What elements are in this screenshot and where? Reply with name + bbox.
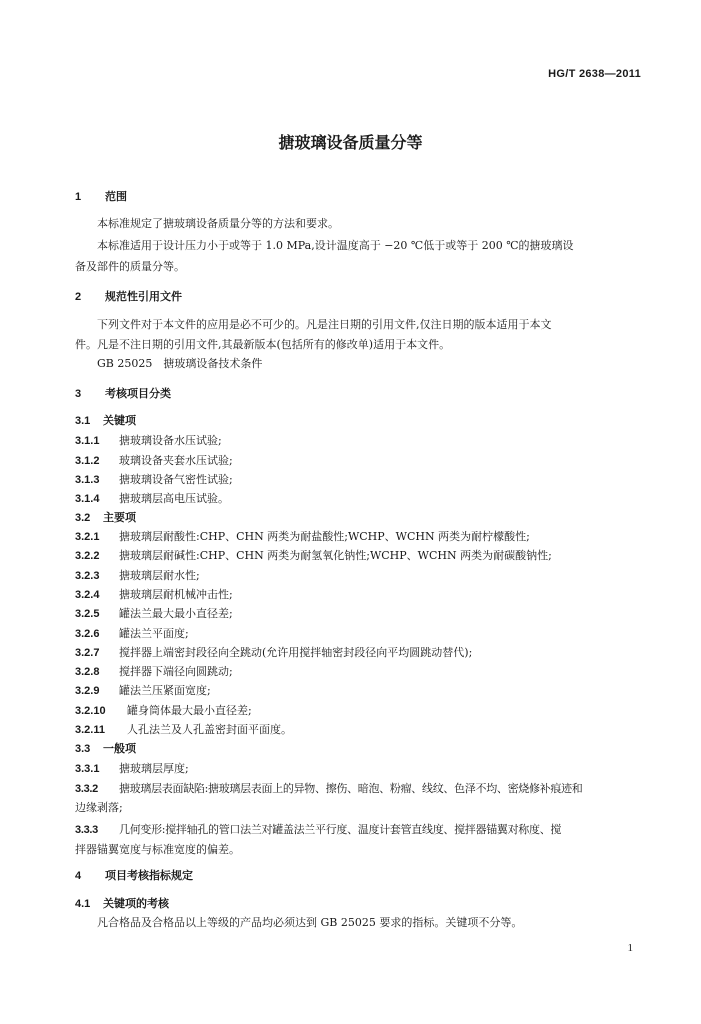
clause-title: 关键项 xyxy=(103,414,136,427)
clause-number: 3.2.8 xyxy=(75,666,100,678)
clause-text: 搅拌器下端径向圆跳动; xyxy=(119,665,233,678)
clause-text: 搅拌器上端密封段径向全跳动(允许用搅拌轴密封段径向平均圆跳动替代); xyxy=(119,646,473,659)
clause xyxy=(75,704,645,718)
clause-number: 3.2 xyxy=(75,512,91,524)
clause xyxy=(75,434,645,448)
section-title: 范围 xyxy=(105,190,127,203)
section-3-heading xyxy=(75,387,645,401)
subsection-heading xyxy=(75,414,645,428)
clause-number: 3.2.9 xyxy=(75,685,100,697)
paragraph: 下列文件对于本文件的应用是必不可少的。凡是注日期的引用文件,仅注日期的版本适用于本文 xyxy=(97,318,552,331)
clause xyxy=(75,454,645,468)
section-title: 考核项目分类 xyxy=(105,387,171,400)
subsection-heading xyxy=(75,511,645,525)
section-2-heading xyxy=(75,290,645,304)
clause-text: 玻璃设备夹套水压试验; xyxy=(119,454,233,467)
clause-title: 一般项 xyxy=(103,742,136,755)
clause-text: 几何变形:搅拌轴孔的管口法兰对罐盖法兰平行度、温度计套管直线度、搅拌器锚翼对称度、搅 xyxy=(119,823,562,836)
clause-number: 3.2.3 xyxy=(75,570,100,582)
normative-reference: GB 25025 搪玻璃设备技术条件 xyxy=(97,357,263,370)
clause xyxy=(75,782,645,796)
clause-text: 罐法兰最大最小直径差; xyxy=(119,607,233,620)
clause xyxy=(75,607,645,621)
clause-text: 搪玻璃层耐碱性:CHP、CHN 两类为耐氢氧化钠性;WCHP、WCHN 两类为耐碳酸钠性; xyxy=(119,549,552,562)
clause xyxy=(75,665,645,679)
clause-number: 3.2.1 xyxy=(75,531,100,543)
clause xyxy=(75,569,645,583)
paragraph: 备及部件的质量分等。 xyxy=(75,260,185,273)
clause-text: 搪玻璃层高电压试验。 xyxy=(119,492,229,505)
clause-number: 3.1.2 xyxy=(75,455,100,467)
clause-number: 3.2.11 xyxy=(75,724,105,736)
clause-text: 搪玻璃设备水压试验; xyxy=(119,434,222,447)
page-number: 1 xyxy=(627,942,633,954)
standard-code: HG/T 2638—2011 xyxy=(548,68,641,80)
clause-text: 搪玻璃层厚度; xyxy=(119,762,189,775)
clause xyxy=(75,762,645,776)
clause xyxy=(75,549,645,563)
clause xyxy=(75,684,645,698)
clause-text: 罐法兰平面度; xyxy=(119,627,189,640)
clause-number: 3.2.7 xyxy=(75,647,100,659)
section-number: 3 xyxy=(75,388,82,400)
clause xyxy=(75,723,645,737)
section-number: 1 xyxy=(75,191,82,203)
paragraph: 本标准规定了搪玻璃设备质量分等的方法和要求。 xyxy=(97,217,339,230)
section-title: 规范性引用文件 xyxy=(105,290,182,303)
clause-text: 搪玻璃层表面缺陷:搪玻璃层表面上的异物、擦伤、暗泡、粉瘤、线纹、色泽不均、密烧修补痕迹和 xyxy=(119,782,583,795)
clause-number: 3.2.6 xyxy=(75,628,100,640)
clause-text: 搪玻璃设备气密性试验; xyxy=(119,473,233,486)
clause-title: 关键项的考核 xyxy=(103,897,169,910)
clause-text: 搪玻璃层耐机械冲击性; xyxy=(119,588,233,601)
clause-number: 3.3.2 xyxy=(75,783,98,795)
clause-number: 3.2.4 xyxy=(75,589,100,601)
subsection-heading xyxy=(75,742,645,756)
subsection-heading xyxy=(75,897,645,911)
clause xyxy=(75,646,645,660)
section-1-heading xyxy=(75,190,645,204)
clause-continuation: 边缘剥落; xyxy=(75,801,123,814)
clause-number: 3.2.5 xyxy=(75,608,100,620)
clause-text: 搪玻璃层耐水性; xyxy=(119,569,200,582)
clause-text: 搪玻璃层耐酸性:CHP、CHN 两类为耐盐酸性;WCHP、WCHN 两类为耐柠檬酸性; xyxy=(119,530,530,543)
clause-title: 主要项 xyxy=(103,511,136,524)
clause-number: 3.2.10 xyxy=(75,705,106,717)
clause xyxy=(75,530,645,544)
clause-number: 3.2.2 xyxy=(75,550,100,562)
clause-text: 人孔法兰及人孔盖密封面平面度。 xyxy=(127,723,292,736)
clause xyxy=(75,627,645,641)
clause-number: 3.3 xyxy=(75,743,91,755)
clause-number: 3.1.4 xyxy=(75,493,100,505)
clause xyxy=(75,823,645,837)
paragraph: 件。凡是不注日期的引用文件,其最新版本(包括所有的修改单)适用于本文件。 xyxy=(75,338,451,351)
document-title: 搪玻璃设备质量分等 xyxy=(278,133,423,152)
paragraph: 凡合格品及合格品以上等级的产品均必须达到 GB 25025 要求的指标。关键项不分等。 xyxy=(97,916,523,929)
clause-number: 3.1.3 xyxy=(75,474,100,486)
paragraph: 本标准适用于设计压力小于或等于 1.0 MPa,设计温度高于 −20 ℃低于或等于 200 ℃的搪玻璃设 xyxy=(97,239,574,252)
clause-text: 罐身筒体最大最小直径差; xyxy=(127,704,252,717)
section-number: 2 xyxy=(75,291,82,303)
clause-number: 4.1 xyxy=(75,898,91,910)
clause xyxy=(75,492,645,506)
clause-number: 3.1.1 xyxy=(75,435,100,447)
clause-number: 3.3.3 xyxy=(75,824,98,836)
clause-continuation: 拌器锚翼宽度与标准宽度的偏差。 xyxy=(75,843,240,856)
clause-number: 3.3.1 xyxy=(75,763,100,775)
section-title: 项目考核指标规定 xyxy=(105,869,193,882)
section-4-heading xyxy=(75,869,645,883)
clause xyxy=(75,473,645,487)
clause-number: 3.1 xyxy=(75,415,91,427)
clause xyxy=(75,588,645,602)
clause-text: 罐法兰压紧面宽度; xyxy=(119,684,211,697)
section-number: 4 xyxy=(75,870,82,882)
